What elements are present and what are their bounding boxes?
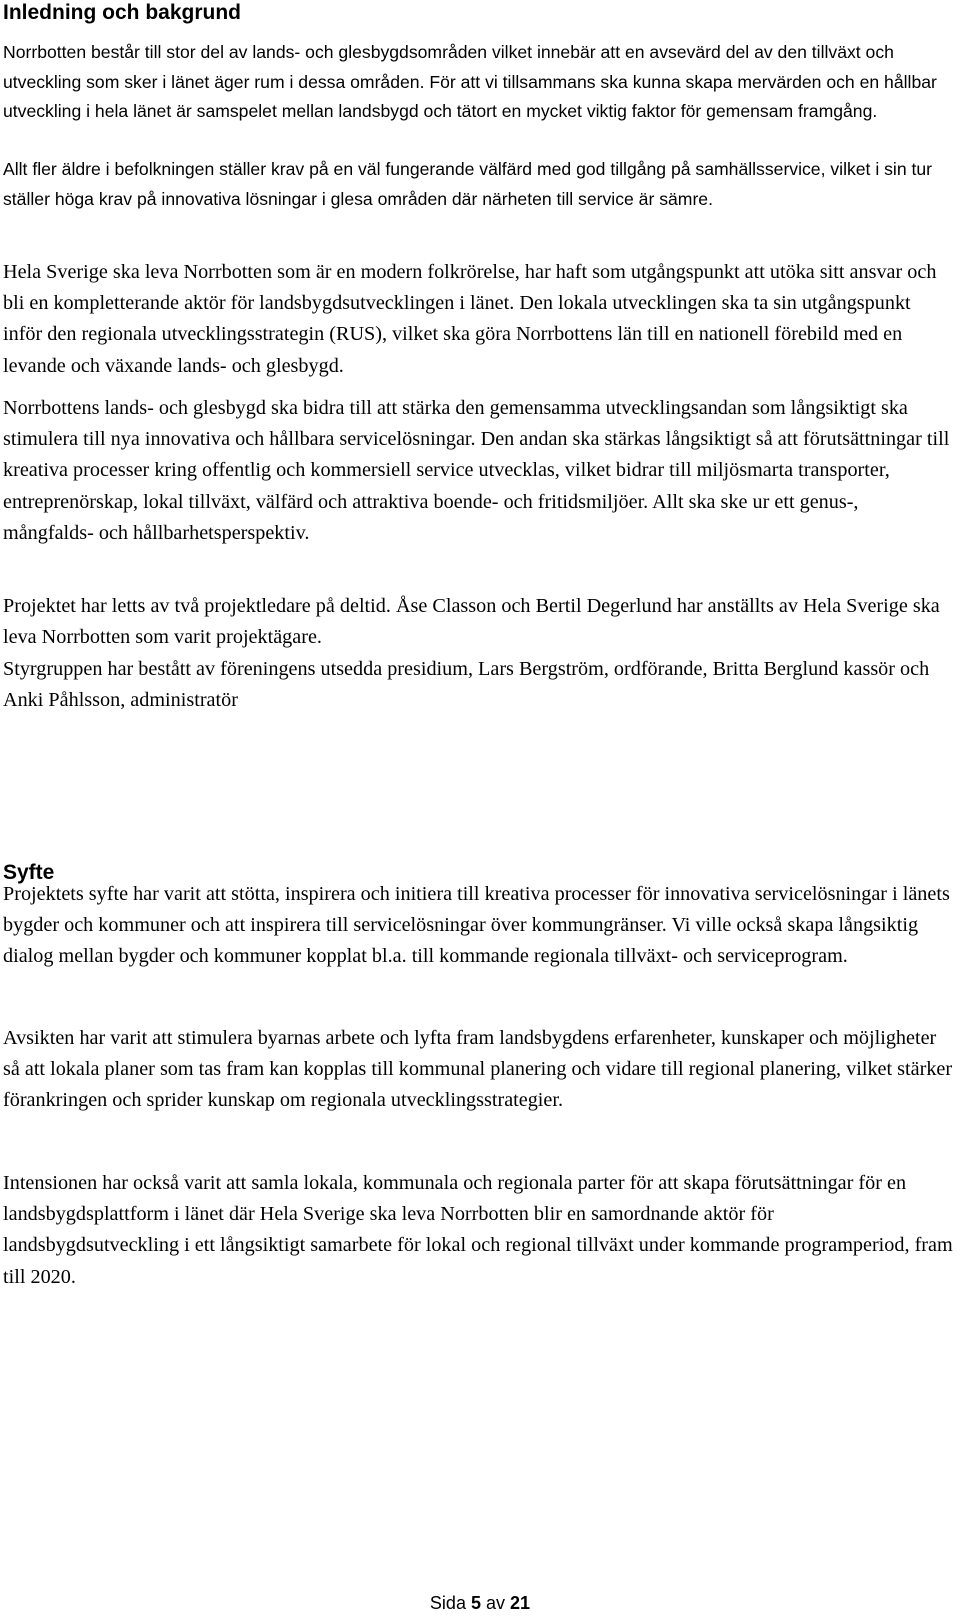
paragraph-syfte: Projektets syfte har varit att stötta, inspirera och initiera till kreativa processer för innovativa servicelösningar i länets bygder och kommuner och att inspirera till servicelösningar över kommungränser. Vi ville också skapa långsiktig dialog mellan bygder och kommuner kopplat bl.a. till kommande regionala tillväxt- och serviceprogram. [3, 883, 950, 968]
page-number-footer [0, 1592, 960, 1614]
paragraph-avsikt: Avsikten har varit att stimulera byarnas arbete och lyfta fram landsbygdens erfarenheter, kunskaper och möjligheter så att lokala planer som tas fram kan kopplas till kommunal planering och vidare till regional planering, vilket stärker förankringen och sprider kunskap om regionala utvecklingsstrategier. [3, 1027, 953, 1112]
paragraph-hela-sverige: Hela Sverige ska leva Norrbotten som är en modern folkrörelse, har haft som utgångspunkt att utöka sitt ansvar och bli en kompletterande aktör för landsbygdsutvecklingen i länet. Den lokala utvecklingen ska ta sin utgångspunkt inför den regionala utvecklingsstrategin (RUS), vilket ska göra Norrbottens län till en nationell förebild med en levande och växande lands- och glesbygd. [3, 261, 937, 377]
paragraph-styrgrupp: Styrgruppen har bestått av föreningens utsedda presidium, Lars Bergström, ordförande, Britta Berglund kassör och Anki Påhlsson, administratör [3, 658, 930, 712]
paragraph-aldre: Allt fler äldre i befolkningen ställer krav på en väl fungerande välfärd med god tillgång på samhällsservice, vilket i sin tur ställer höga krav på innovativa lösningar i glesa områden där närheten till service är sämre. [3, 159, 933, 209]
footer-prefix: Sida [429, 1593, 466, 1613]
section-heading-syfte: Syfte [3, 861, 55, 884]
section-heading-inledning: Inledning och bakgrund [3, 1, 241, 24]
footer-total-pages: 21 [510, 1593, 531, 1613]
footer-separator: av [486, 1593, 506, 1613]
footer-current-page: 5 [470, 1593, 481, 1613]
paragraph-intro: Norrbotten består till stor del av lands- och glesbygdsområden vilket innebär att en avsevärd del av den tillväxt och utveckling som sker i länet äger rum i dessa områden. För att vi tillsammans ska kunna skapa mervärden och en hållbar utveckling i hela länet är samspelet mellan landsbygd och tätort en mycket viktig faktor för gemensam framgång. [3, 42, 937, 122]
paragraph-intension: Intensionen har också varit att samla lokala, kommunala och regionala parter för att skapa förutsättningar för en landsbygdsplattform i länet där Hela Sverige ska leva Norrbotten blir en samordnande aktör för landsbygdsutveckling i ett långsiktigt samarbete för lokal och regional tillväxt under kommande programperiod, fram till 2020. [3, 1172, 953, 1288]
paragraph-projektledare: Projektet har letts av två projektledare på deltid. Åse Classon och Bertil Degerlund har anställts av Hela Sverige ska leva Norrbotten som varit projektägare. [3, 595, 940, 649]
paragraph-glesbygd: Norrbottens lands- och glesbygd ska bidra till att stärka den gemensamma utvecklingsandan som långsiktigt ska stimulera till nya innovativa och hållbara servicelösningar. Den andan ska stärkas långsiktigt så att förutsättningar till kreativa processer kring offentlig och kommersiell service utvecklas, vilket bidrar till miljösmarta transporter, entreprenörskap, lokal tillväxt, välfärd och attraktiva boende- och fritidsmiljöer. Allt ska ske ur ett genus-, mångfalds- och hållbarhetsperspektiv. [3, 397, 950, 544]
